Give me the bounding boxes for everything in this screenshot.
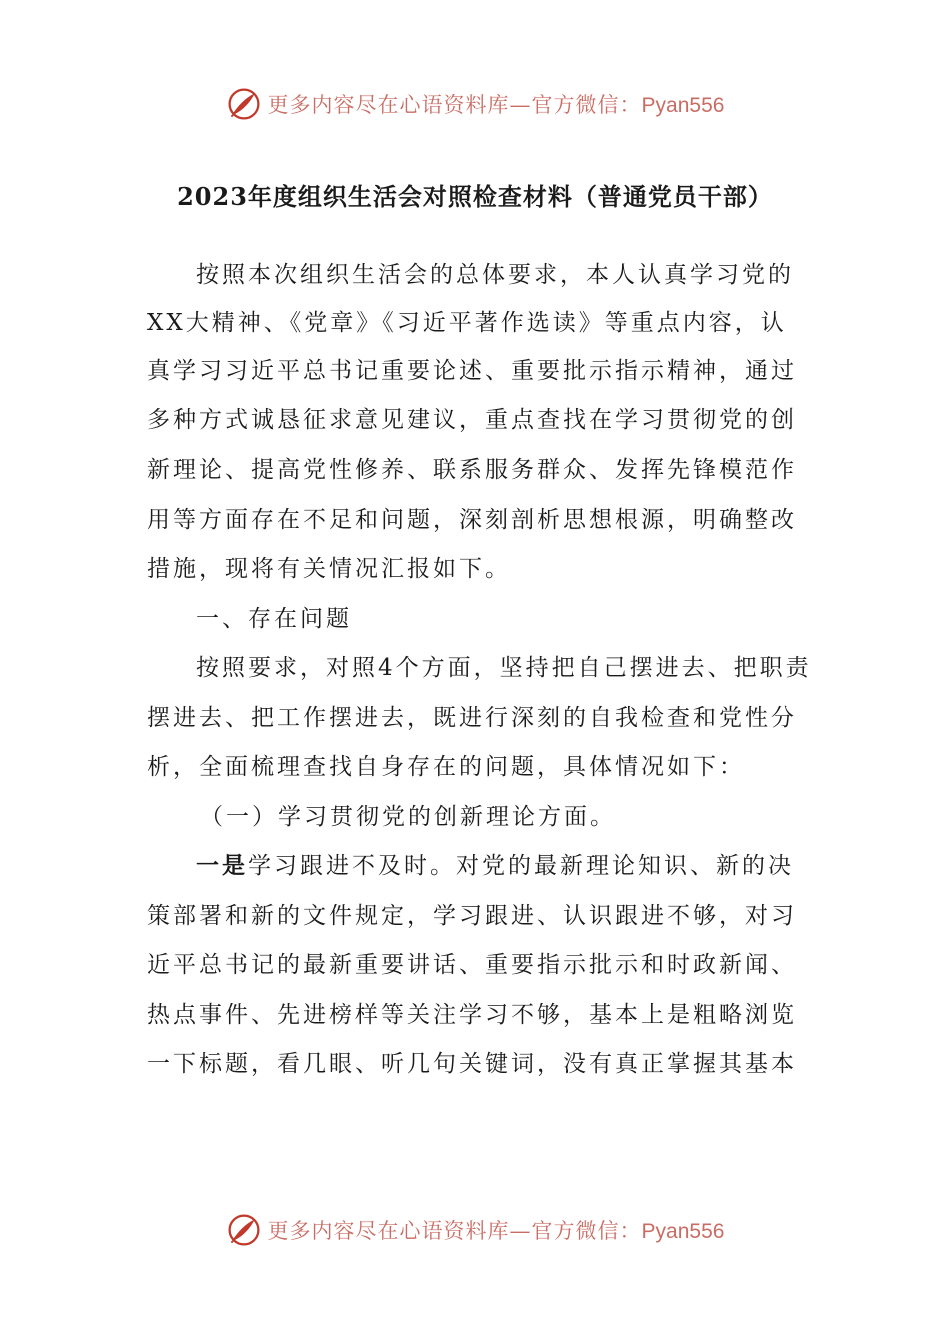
document-title: 2023年度组织生活会对照检查材料（普通党员干部） xyxy=(177,182,773,211)
paragraph-line: 近平总书记的最新重要讲话、重要指示批示和时政新闻、 xyxy=(147,952,797,978)
feather-pen-logo-icon xyxy=(226,86,262,122)
section-heading: 一、存在问题 xyxy=(196,606,352,632)
paragraph-line: 一是学习跟进不及时。对党的最新理论知识、新的决 xyxy=(196,852,794,879)
paragraph-line: 策部署和新的文件规定，学习跟进、认识跟进不够，对习 xyxy=(147,903,797,929)
paragraph-line: 热点事件、先进榜样等关注学习不够，基本上是粗略浏览 xyxy=(147,1002,797,1028)
paragraph-line: 多种方式诚恳征求意见建议，重点查找在学习贯彻党的创 xyxy=(147,407,797,433)
bold-lead: 一是 xyxy=(196,852,248,879)
watermark-text: 更多内容尽在心语资料库—官方微信：Pyan556 xyxy=(267,1219,725,1243)
paragraph-line: 用等方面存在不足和问题，深刻剖析思想根源，明确整改 xyxy=(147,507,797,533)
paragraph-line: XX大精神、《党章》《习近平著作选读》等重点内容，认 xyxy=(147,310,787,336)
wechat-id: Pyan556 xyxy=(641,94,725,117)
paragraph-line: 真学习习近平总书记重要论述、重要批示指示精神，通过 xyxy=(147,358,797,384)
watermark-text: 更多内容尽在心语资料库—官方微信：Pyan556 xyxy=(267,93,725,117)
footer-watermark-banner xyxy=(0,1208,950,1252)
paragraph-line: 按照本次组织生活会的总体要求，本人认真学习党的 xyxy=(196,262,794,288)
feather-pen-logo-icon xyxy=(226,1212,262,1248)
paragraph-line: 措施，现将有关情况汇报如下。 xyxy=(147,556,511,582)
paragraph-line: 新理论、提高党性修养、联系服务群众、发挥先锋模范作 xyxy=(147,457,797,483)
paragraph-line: 析，全面梳理查找自身存在的问题，具体情况如下： xyxy=(147,754,745,780)
paragraph-line: 摆进去、把工作摆进去，既进行深刻的自我检查和党性分 xyxy=(147,705,797,731)
paragraph-line: 一下标题，看几眼、听几句关键词，没有真正掌握其基本 xyxy=(147,1051,797,1077)
subsection-heading: （一）学习贯彻党的创新理论方面。 xyxy=(200,804,616,830)
wechat-id: Pyan556 xyxy=(641,1220,725,1243)
header-watermark-banner xyxy=(0,82,950,126)
paragraph-line: 按照要求，对照4个方面，坚持把自己摆进去、把职责 xyxy=(196,655,812,681)
